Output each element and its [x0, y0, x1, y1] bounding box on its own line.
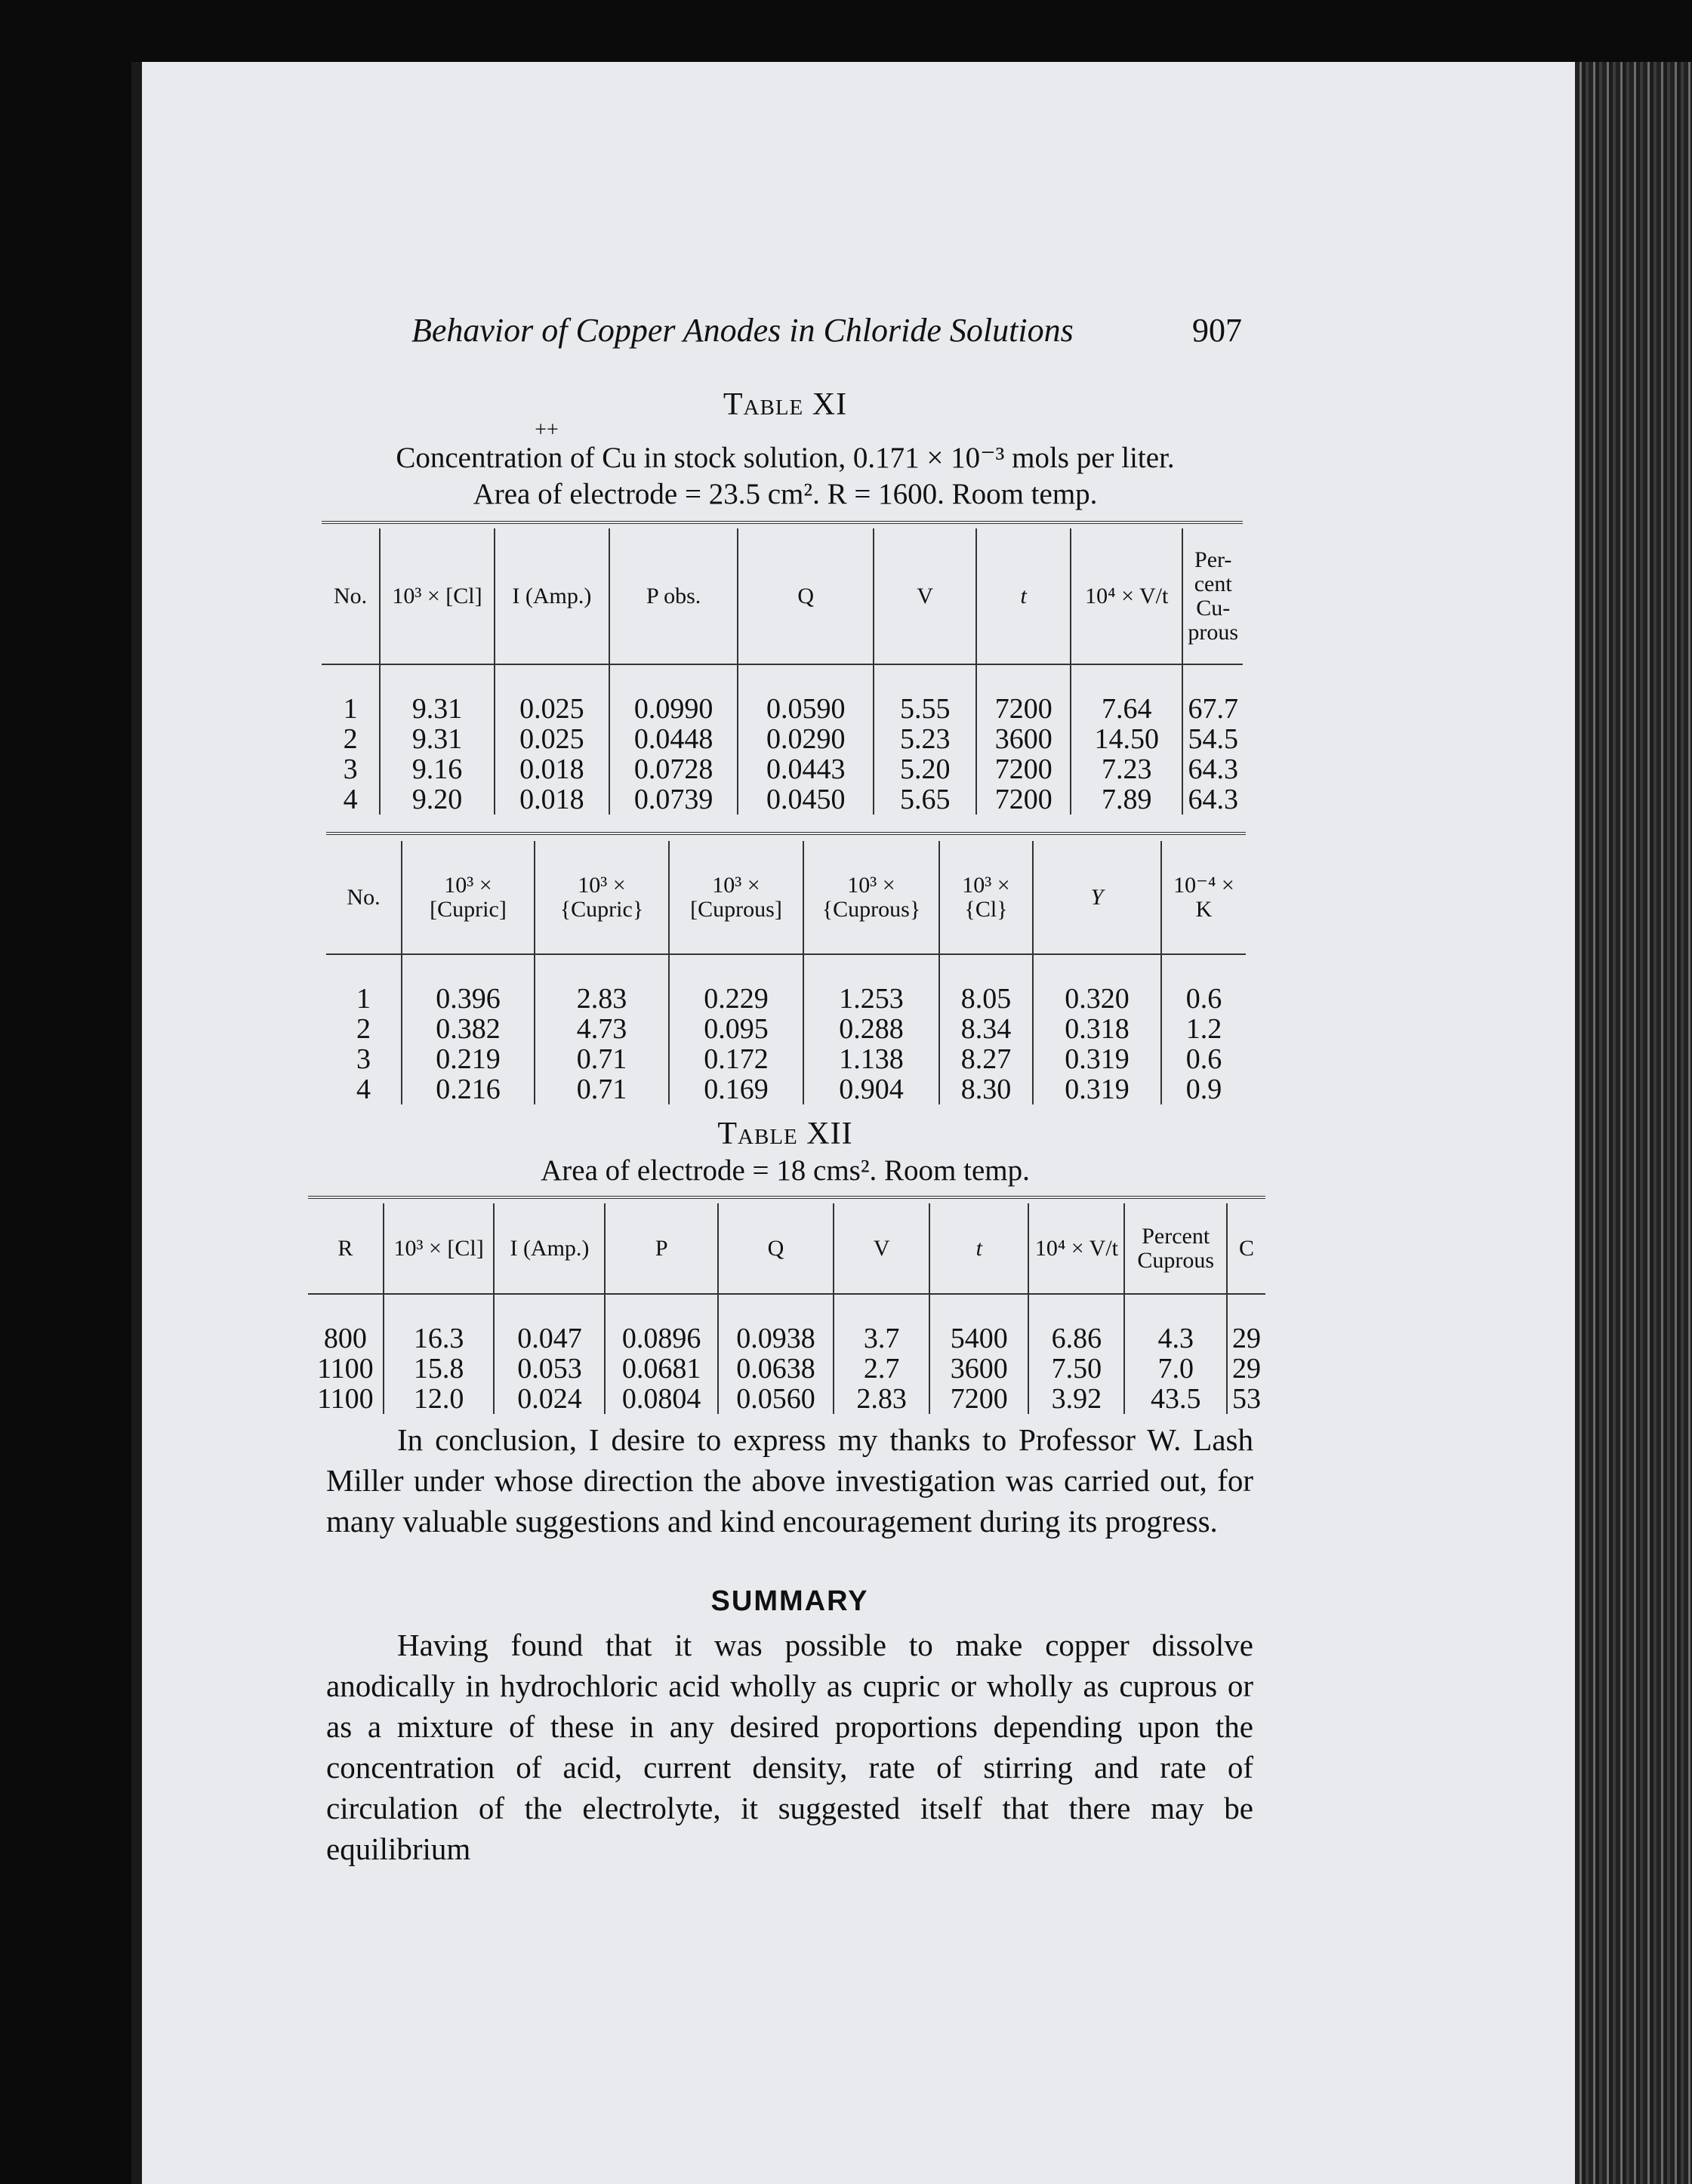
table-xi-caption-line2: Area of electrode = 23.5 cm². R = 1600. Room temp.: [473, 478, 1098, 510]
summary-heading: SUMMARY: [710, 1585, 869, 1617]
page-number: 907: [1192, 312, 1242, 349]
header-cell: t: [976, 528, 1071, 664]
header-cell: Q: [738, 528, 874, 664]
table-row: 3 0.219 0.71 0.172 1.138 8.27 0.319 0.6: [326, 1044, 1246, 1074]
header-cell: C: [1227, 1203, 1265, 1294]
header-cell: R: [308, 1203, 384, 1294]
summary-paragraph: Having found that it was possible to make copper dissolve anodically in hydrochloric acid wholly as cupric or wholly as cuprous or as a mixture of these in any desired proportions depending upon the concentration of acid, current density, rate of stirring and rate of circulation of the electrolyte, it suggested itself that there may be equilibrium: [326, 1628, 1253, 1866]
table-xii-top-rule: [308, 1196, 1265, 1199]
header-cell: 10³ × {Cupric}: [535, 841, 669, 954]
header-cell: V: [874, 528, 976, 664]
header-cell: P: [605, 1203, 717, 1294]
header-cell: No.: [326, 841, 402, 954]
table-row: 800 16.3 0.047 0.0896 0.0938 3.7 5400 6.86 4.3 29: [308, 1323, 1265, 1354]
header-cell: V: [834, 1203, 929, 1294]
table-xi-caption-line1: Concentration of Cu in stock solution, 0.171 × 10⁻³ mols per liter.: [396, 442, 1175, 474]
table-row: 1 9.31 0.025 0.0990 0.0590 5.55 7200 7.64 67.7: [322, 694, 1243, 724]
running-head: [411, 311, 1242, 356]
header-cell: 10³ × {Cl}: [939, 841, 1033, 954]
table-xii: [308, 1203, 1265, 1414]
table-row: 4 9.20 0.018 0.0739 0.0450 5.65 7200 7.89 64.3: [322, 784, 1243, 815]
book-page-edges: [1575, 62, 1692, 2184]
header-cell: I (Amp.): [495, 528, 609, 664]
table-xi-part2: [326, 841, 1246, 1104]
table-xi-top-rule: [322, 521, 1243, 524]
table-row: 3 9.16 0.018 0.0728 0.0443 5.20 7200 7.23 64.3: [322, 754, 1243, 784]
table-xii-caption: Area of electrode = 18 cms². Room temp.: [541, 1154, 1030, 1187]
header-cell: 10³ × {Cuprous}: [803, 841, 939, 954]
table-row: 2 9.31 0.025 0.0448 0.0290 5.23 3600 14.50 54.5: [322, 724, 1243, 754]
header-cell: 10³ × [Cl]: [380, 528, 495, 664]
header-cell: Per- cent Cu- prous: [1182, 528, 1243, 664]
conclusion-paragraph: In conclusion, I desire to express my thanks to Professor W. Lash Miller under whose direction the above investigation was carried out, for many valuable suggestions and kind encouragement during its progress.: [326, 1422, 1253, 1539]
table-xi-title: Table XI: [723, 387, 848, 422]
table-xi-charge-superscript: ++: [535, 418, 559, 442]
header-cell: I (Amp.): [494, 1203, 605, 1294]
running-head-title: Behavior of Copper Anodes in Chloride Solutions: [411, 312, 1074, 349]
table-row: 1100 12.0 0.024 0.0804 0.0560 2.83 7200 3.92 43.5 53: [308, 1384, 1265, 1414]
header-cell: No.: [322, 528, 380, 664]
table-row: 2 0.382 4.73 0.095 0.288 8.34 0.318 1.2: [326, 1014, 1246, 1044]
header-cell: 10³ × [Cupric]: [402, 841, 535, 954]
table-row: 1100 15.8 0.053 0.0681 0.0638 2.7 3600 7.50 7.0 29: [308, 1354, 1265, 1384]
header-cell: 10⁴ × V/t: [1071, 528, 1182, 664]
table-row: 4 0.216 0.71 0.169 0.904 8.30 0.319 0.9: [326, 1074, 1246, 1104]
table-row: 1 0.396 2.83 0.229 1.253 8.05 0.320 0.6: [326, 984, 1246, 1014]
header-cell: t: [929, 1203, 1028, 1294]
table-xi-part1: [322, 528, 1243, 815]
header-cell: 10³ × [Cuprous]: [669, 841, 803, 954]
header-cell: Q: [718, 1203, 834, 1294]
table-xii-title: Table XII: [717, 1117, 853, 1151]
header-cell: 10⁴ × V/t: [1028, 1203, 1124, 1294]
header-cell: Percent Cuprous: [1124, 1203, 1227, 1294]
header-cell: Y: [1033, 841, 1161, 954]
header-cell: 10³ × [Cl]: [384, 1203, 495, 1294]
header-cell: P obs.: [609, 528, 738, 664]
table-xi-mid-rule: [326, 832, 1246, 835]
header-cell: 10⁻⁴ × K: [1161, 841, 1246, 954]
